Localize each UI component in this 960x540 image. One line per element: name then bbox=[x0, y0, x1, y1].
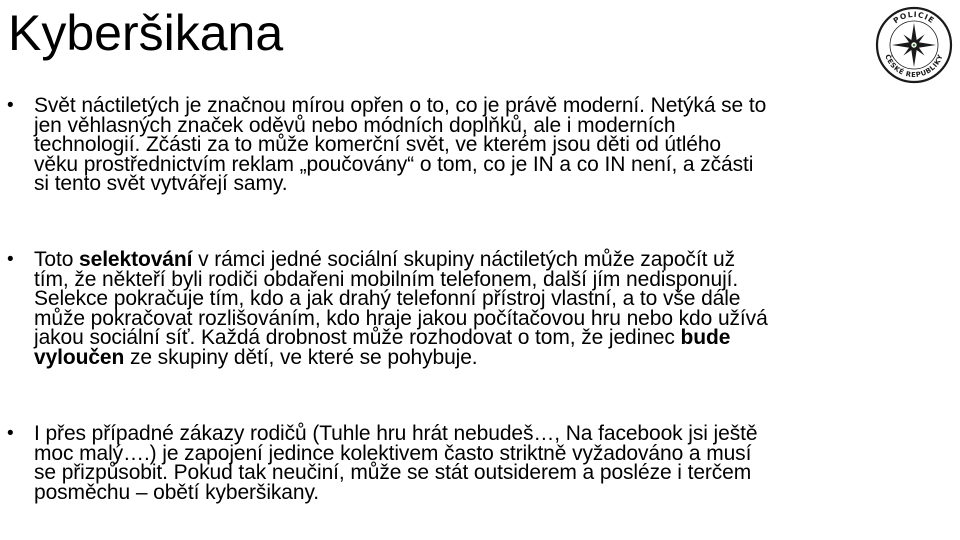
text-run: může pokračovat rozlišováním, kdo hraje jakou počítačovou hru nebo kdo užívá bbox=[34, 306, 768, 330]
text-run: ze skupiny dětí, ve které se pohybuje. bbox=[124, 345, 478, 369]
text-run: Toto bbox=[34, 248, 80, 271]
text-run: Svět náctiletých je značnou mírou opřen o to, co je právě moderní. Netýká se to bbox=[34, 94, 767, 117]
logo-text-top: POLICIE bbox=[891, 9, 937, 26]
text-run: v rámci jedné sociální skupiny náctiletých může započít už bbox=[192, 248, 736, 271]
bullet-item bbox=[34, 250, 954, 367]
police-star-emblem-icon bbox=[874, 5, 954, 85]
bullet-line bbox=[34, 174, 954, 194]
text-run: technologií. Zčásti za to může komerční svět, ve kterém jsou děti od útlého bbox=[34, 133, 721, 156]
bullet-item bbox=[34, 424, 954, 502]
text-run: tím, že někteří byli rodiči obdařeni mobilním telefonem, další jím nedisponují. bbox=[34, 267, 739, 291]
text-run: Selekce pokračuje tím, kdo a jak drahý telefonní přístroj vlastní, a to vše dále bbox=[34, 287, 741, 310]
text-run: jakou sociální síť. Každá drobnost může rozhodovat o tom, že jedinec bbox=[34, 326, 681, 349]
logo-text-bottom: ČESKÉ REPUBLIKY bbox=[883, 53, 945, 80]
bullet-line bbox=[34, 480, 954, 504]
bold-text: vyloučen bbox=[34, 345, 125, 369]
slide-title: Kyberšikana bbox=[8, 5, 284, 61]
bold-text: bude bbox=[680, 326, 731, 349]
text-run: věku prostřednictvím reklam „poučovány“ o tom, co je IN a co IN není, a zčásti bbox=[34, 152, 754, 176]
text-run: jen věhlasných značek oděvů nebo módních doplňků, ale i moderních bbox=[34, 113, 676, 137]
bullet-line bbox=[34, 345, 954, 369]
bold-text: selektování bbox=[79, 248, 193, 271]
text-run: I přes případné zákazy rodičů (Tuhle hru hrát nebudeš…, Na facebook jsi ještě bbox=[34, 422, 758, 445]
text-run: posměchu – obětí kyberšikany. bbox=[34, 480, 320, 504]
bullet-item bbox=[34, 96, 954, 194]
text-run: moc malý….) je zapojení jedince kolektivem často striktně vyžadováno a musí bbox=[34, 441, 752, 465]
text-run: se přizpůsobit. Pokud tak neučiní, může se stát outsiderem a posléze i terčem bbox=[34, 461, 752, 484]
text-run: si tento svět vytvářejí samy. bbox=[34, 172, 288, 195]
